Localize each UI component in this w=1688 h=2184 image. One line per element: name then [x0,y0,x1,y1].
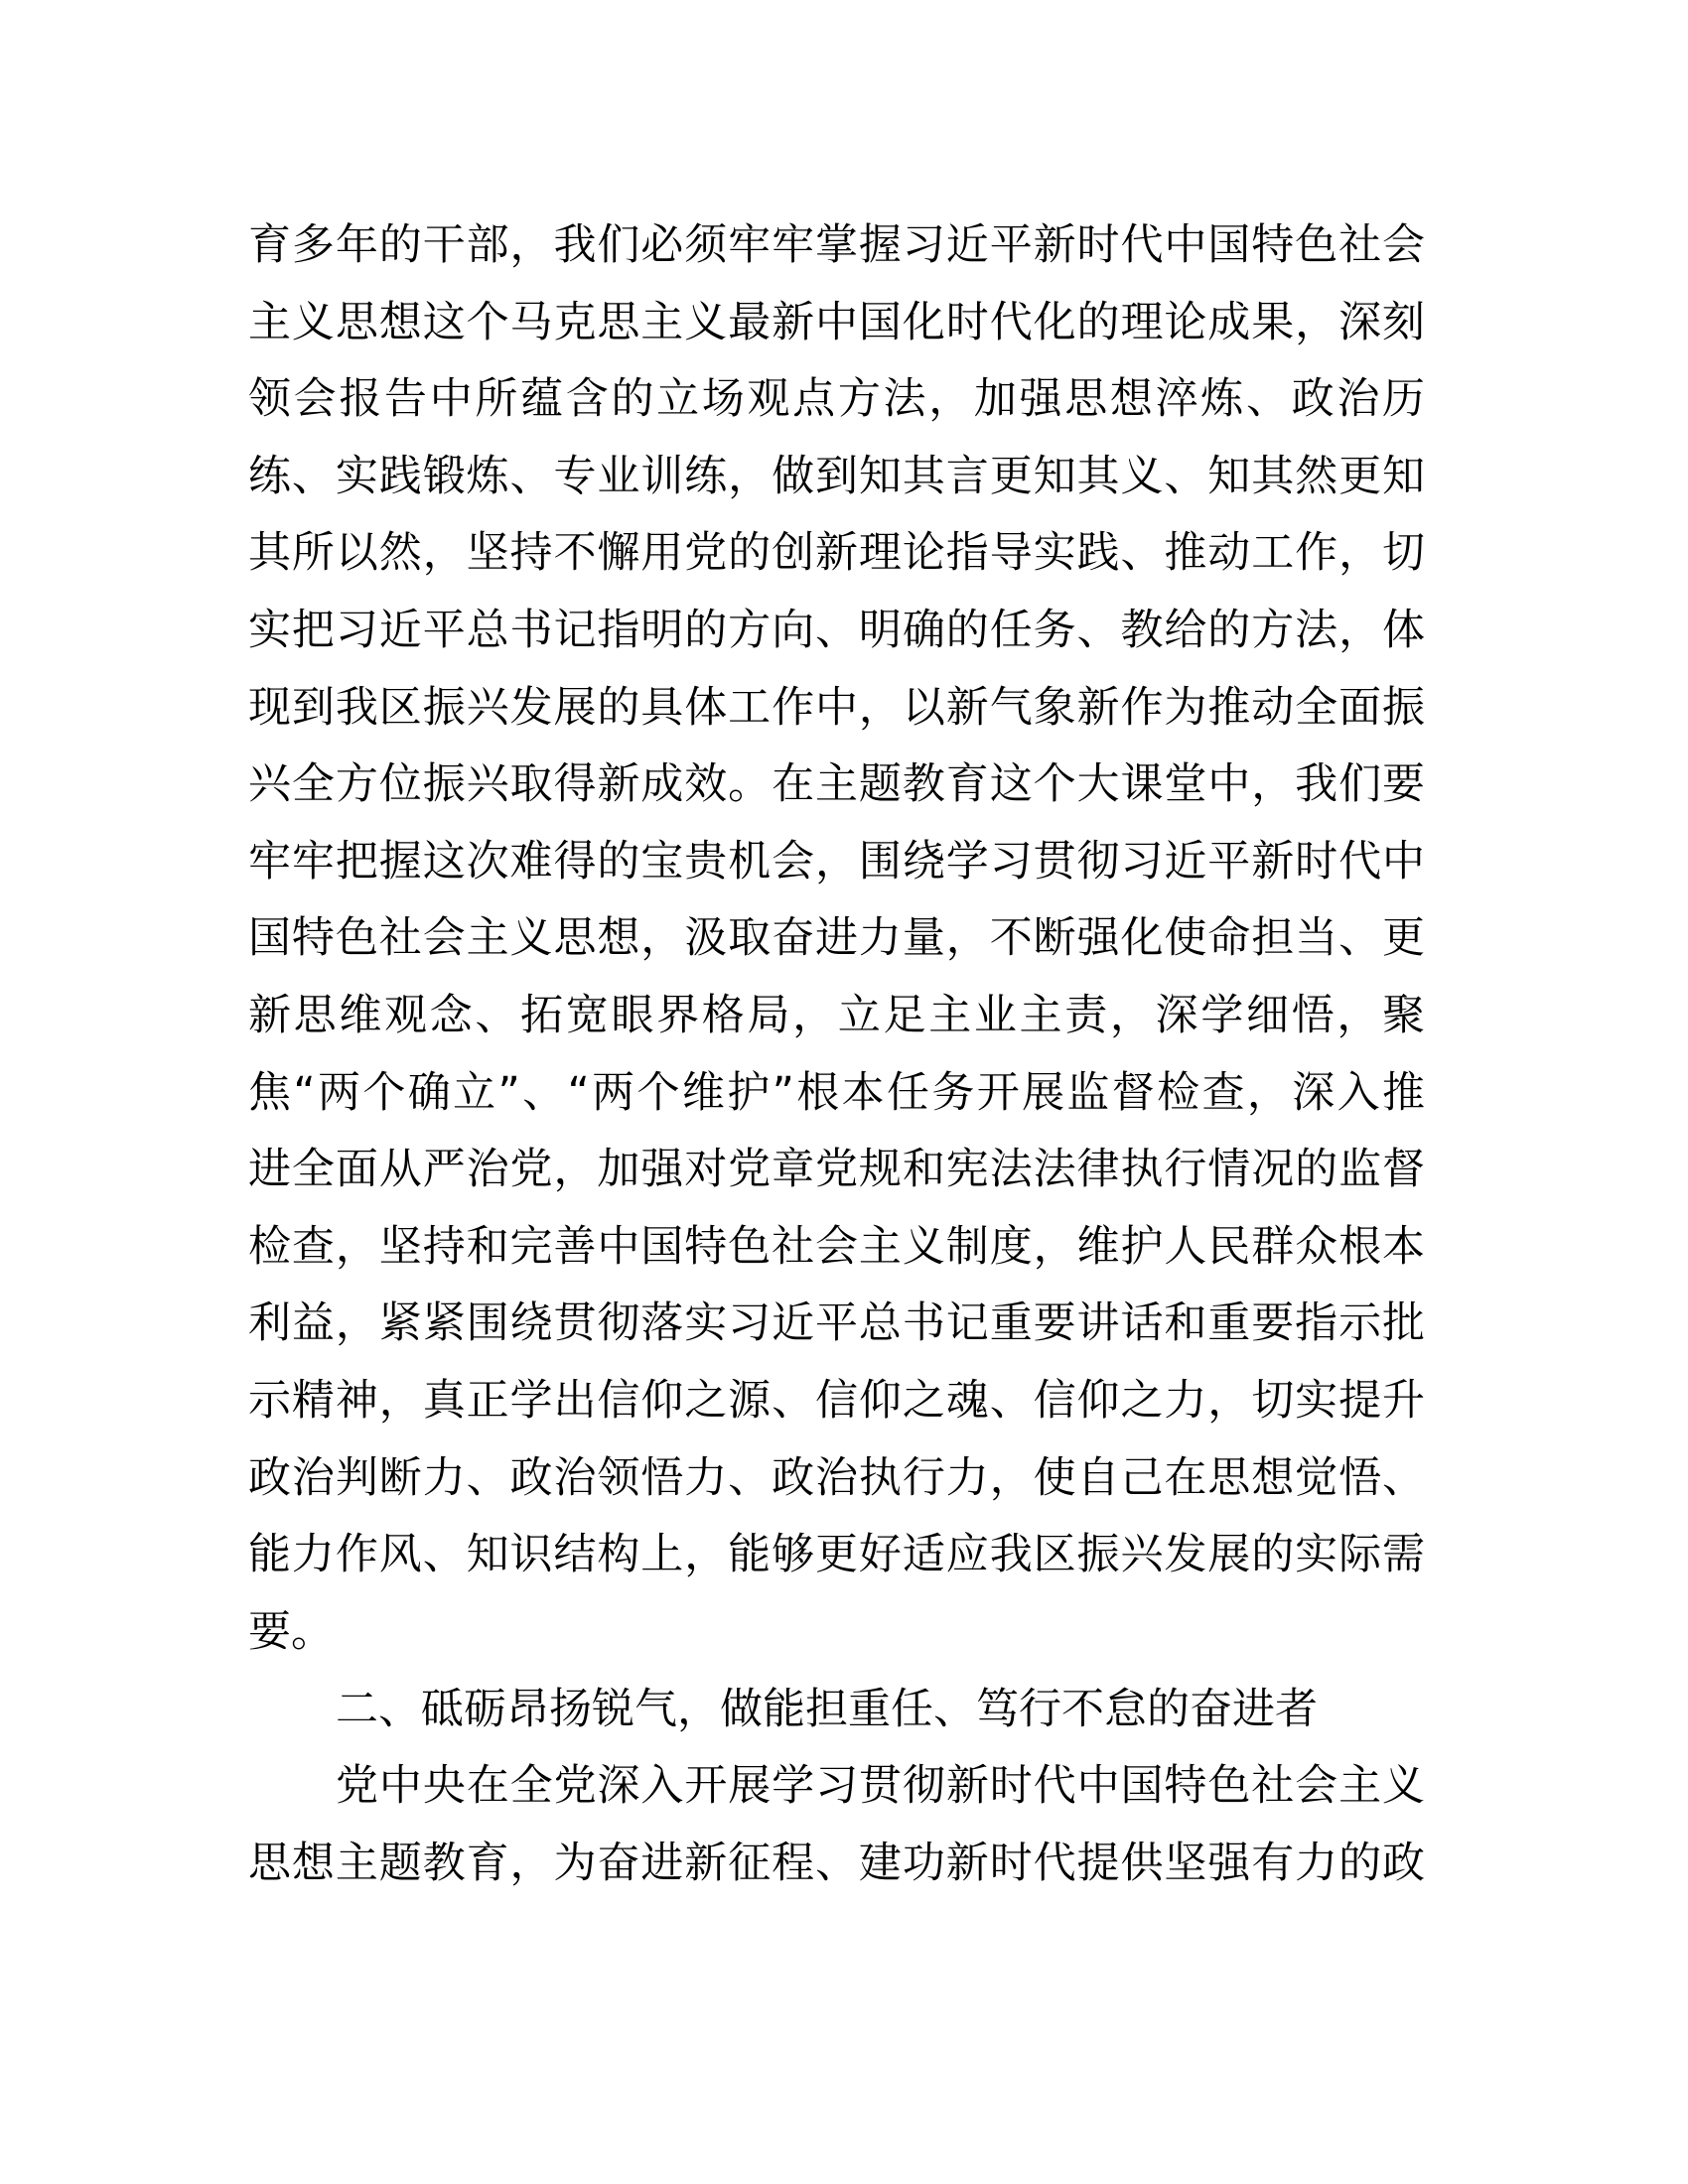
text-line: 进全面从严治党，加强对党章党规和宪法法律执行情况的监督 [248,1145,1425,1195]
text-line: 检查，坚持和完善中国特色社会主义制度，维护人民群众根本 [248,1221,1425,1272]
text-line: 焦“两个确立”、“两个维护”根本任务开展监督检查，深入推 [248,1067,1425,1118]
text-line: 示精神，真正学出信仰之源、信仰之魂、信仰之力，切实提升 [248,1376,1425,1426]
text-line: 利益，紧紧围绕贯彻落实习近平总书记重要讲话和重要指示批 [248,1298,1425,1349]
text-line: 牢牢把握这次难得的宝贵机会，围绕学习贯彻习近平新时代中 [248,836,1425,887]
text-line: 政治判断力、政治领悟力、政治执行力，使自己在思想觉悟、 [248,1452,1425,1503]
text-line: 思想主题教育，为奋进新征程、建功新时代提供坚强有力的政 [248,1838,1425,1888]
section-heading-2: 二、砥砺昂扬锐气，做能担重任、笃行不怠的奋进者 [336,1685,1318,1734]
text-line: 其所以然，坚持不懈用党的创新理论指导实践、推动工作，切 [248,528,1425,579]
text-line: 主义思想这个马克思主义最新中国化时代化的理论成果，深刻 [248,297,1425,347]
text-line: 练、实践锻炼、专业训练，做到知其言更知其义、知其然更知 [248,451,1425,501]
text-line: 要。 [248,1606,334,1657]
text-line: 党中央在全党深入开展学习贯彻新时代中国特色社会主义 [336,1761,1425,1811]
text-line: 国特色社会主义思想，汲取奋进力量，不断强化使命担当、更 [248,913,1425,964]
text-line: 实把习近平总书记指明的方向、明确的任务、教给的方法，体 [248,606,1425,655]
text-line: 新思维观念、拓宽眼界格局，立足主业主责，深学细悟，聚 [248,991,1425,1040]
text-line: 领会报告中所蕴含的立场观点方法，加强思想淬炼、政治历 [248,374,1425,425]
text-line: 能力作风、知识结构上，能够更好适应我区振兴发展的实际需 [248,1530,1425,1580]
text-line: 兴全方位振兴取得新成效。在主题教育这个大课堂中，我们要 [248,759,1425,810]
text-line: 现到我区振兴发展的具体工作中，以新气象新作为推动全面振 [248,682,1425,733]
text-line: 育多年的干部，我们必须牢牢掌握习近平新时代中国特色社会 [248,220,1425,270]
